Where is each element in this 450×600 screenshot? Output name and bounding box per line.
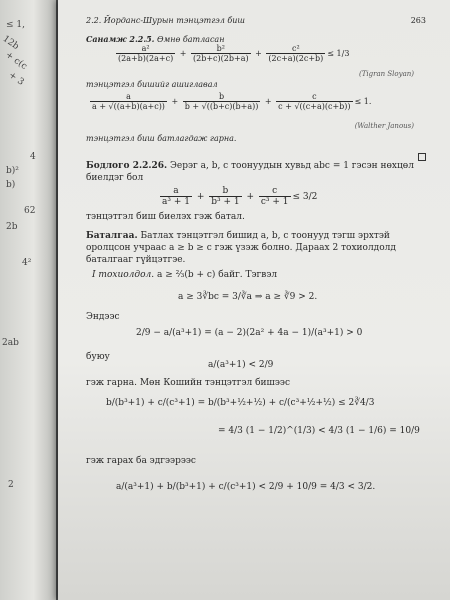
equation-3: a/(a³+1) < 2/9 [208, 360, 274, 370]
case-label: I тохиолдол. [92, 270, 155, 280]
prev-page-fragment: + 3 [6, 70, 26, 88]
prev-page-fragment: b) [6, 180, 16, 190]
remark-text-3: тэнцэтгэл биш батлагдаж гарна. [86, 134, 237, 143]
text-koshi: гэж гарна. Мөн Кошийн тэнцэтгэл бишээс [86, 378, 290, 388]
prev-page-fragment: 2 [8, 480, 14, 490]
problem-statement [86, 160, 426, 184]
text-buyu: буюу [86, 352, 110, 362]
proof-paragraph [86, 230, 430, 266]
prev-page-fragment: 4 [30, 152, 36, 162]
prev-page-fragment: 12b [0, 33, 21, 53]
remark-heading [86, 34, 224, 44]
page-number: 263 [410, 16, 426, 25]
previous-page-edge [0, 0, 56, 600]
remark-inequality-2: $\frac{a}{a + √((a+b)(a+c))}$ + $\frac{b}{b + √((b+c)(b+a))}$ + $\frac{c}{c + √((c+a)(c+b))}$ ≤ 1. [92, 92, 372, 111]
equation-4-line-1: b/(b³+1) + c/(c³+1) = b/(b³+½+½) + c/(c³+½+½) ≤ 2∛4/3 [106, 398, 375, 408]
credit-sloyan: (Tigran Sloyan) [359, 70, 414, 78]
equation-2: 2/9 − a/(a³+1) = (a − 2)(2a² + 4a − 1)/(a³+1) > 0 [136, 328, 363, 338]
equation-5: a/(a³+1) + b/(b³+1) + c/(c³+1) < 2/9 + 10/9 = 4/3 < 3/2. [116, 482, 376, 492]
prev-page-fragment: ≤ 1, [6, 20, 25, 30]
proof-label: Баталгаа. [86, 231, 138, 241]
prev-page-fragment: b)² [6, 166, 19, 176]
remark-text-2: тэнцэтгэл бишийг ашиглавал [86, 80, 218, 89]
equation-1: a ≥ 3∛bc = 3/∛a ⇒ a ≥ ∛9 > 2. [178, 292, 318, 302]
case-text: a ≥ ⅔(b + c) байг. Тэгвэл [156, 270, 278, 280]
prev-page-fragment: 4² [22, 258, 32, 268]
problem-text-2: тэнцэтгэл биш биелэх гэж батал. [86, 212, 245, 222]
text-final: гэж гарах ба эдгээрээс [86, 456, 196, 466]
book-page [58, 0, 450, 600]
prev-page-fragment: 62 [24, 206, 36, 216]
problem-text: Эерэг a, b, c тоонуудын хувьд abc = 1 гэсэн нөхцөл биелдэг бол [86, 161, 414, 183]
running-header: 2.2. Йорданс-Шурын тэнцэтгэл биш [86, 16, 245, 25]
remark-inequality-1: $\frac{\text{a²}}{(2a+b)(2a+c)}$ + $\frac{\text{b²}}{(2b+c)(2b+a)}$ + $\frac{\text{c²}}{(2c+a)(2c+b)}$ ≤ 1/3 [118, 44, 350, 63]
prev-page-fragment: 2ab [2, 338, 19, 348]
remark-intro: Өмнө батласан [157, 35, 225, 44]
prev-page-fragment: 2b [6, 222, 18, 232]
problem-label: Бодлого 2.2.26. [86, 161, 168, 171]
equation-4-line-2: = 4/3 (1 − 1/2)^(1/3) < 4/3 (1 − 1/6) = 10/9 [218, 426, 420, 436]
remark-label: Санамж 2.2.5. [86, 34, 155, 44]
credit-janous: (Walther Janous) [354, 122, 414, 130]
text-endees: Эндээс [86, 312, 120, 322]
case-one [92, 270, 277, 280]
problem-inequality: $\frac{a}{\text{a³ + 1}}$ + $\frac{b}{\text{b³ + 1}}$ + $\frac{c}{\text{c³ + 1}}$ ≤ 3/2 [162, 186, 318, 207]
proof-text: Батлах тэнцэтгэл бишид a, b, c тоонууд тэгш эрхтэй оролцсон учраас a ≥ b ≥ c гэж үзэж болно. Дараах 2 тохиолдолд баталгааг гүйцэтгэе. [86, 231, 396, 265]
prev-page-fragment: + c(c [3, 50, 29, 72]
